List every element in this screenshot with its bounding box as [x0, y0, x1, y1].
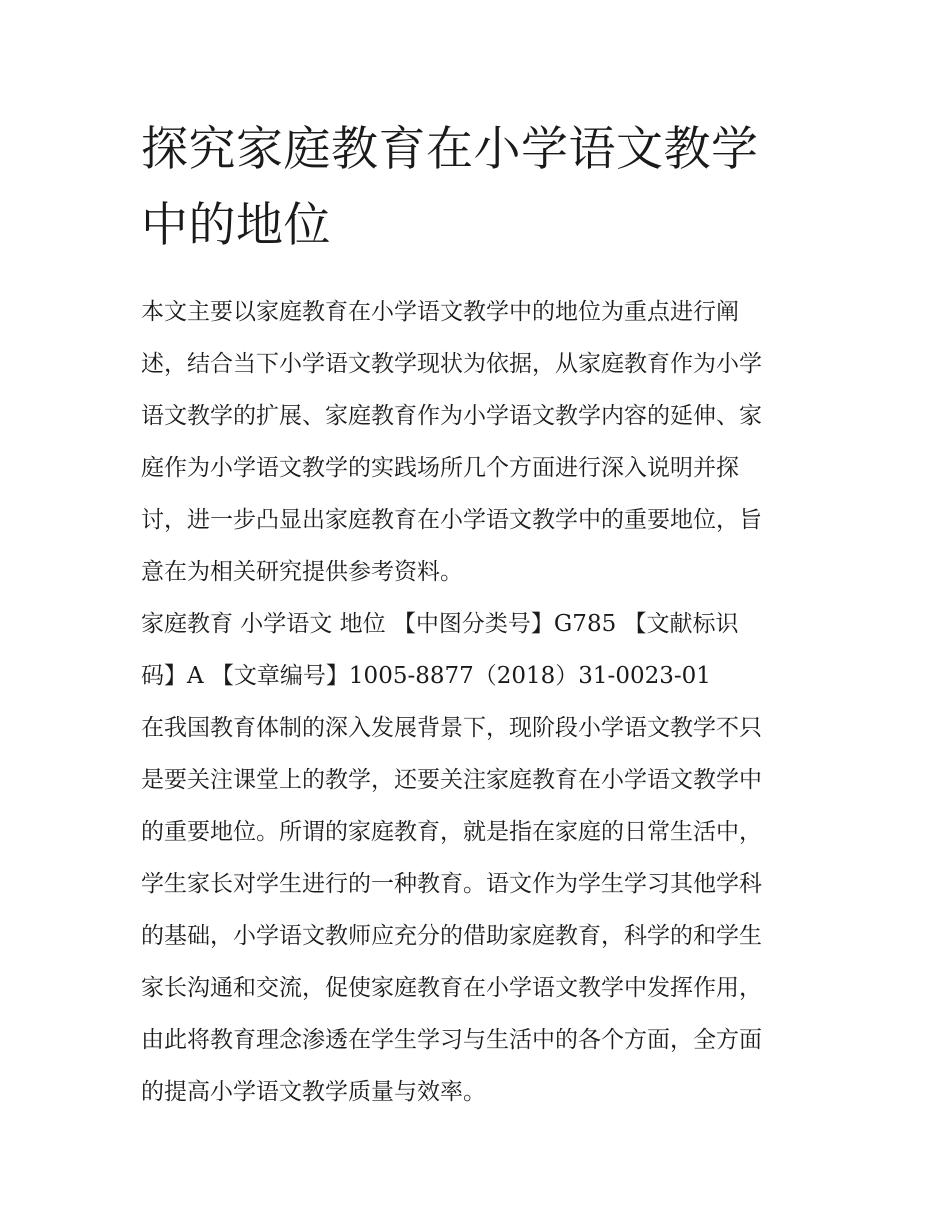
document-page [141, 112, 813, 1118]
keywords-classification: 家庭教育 小学语文 地位 【中图分类号】G785 【文献标识 码】A 【文章编号】1005-8877（2018）31-0023-01 [141, 611, 739, 689]
abstract-paragraph: 本文主要以家庭教育在小学语文教学中的地位为重点进行阐 述，结合当下小学语文教学现状为依据，从家庭教育作为小学 语文教学的扩展、家庭教育作为小学语文教学内容的延伸、家 庭作为小学语文教学的实践场所几个方面进行深入说明并探 讨，进一步凸显出家庭教育在小学语文教学中的重要地位，旨 意在为相关研究提供参考资料。 [141, 299, 762, 585]
body-paragraph: 在我国教育体制的深入发展背景下，现阶段小学语文教学不只 是要关注课堂上的教学，还要关注家庭教育在小学语文教学中 的重要地位。所谓的家庭教育，就是指在家庭的日常生活中， 学生家长对学生进行的一种教育。语文作为学生学习其他学科 的基础，小学语文教师应充分的借助家庭教育，科学的和学生 家长沟通和交流，促使家庭教育在小学语文教学中发挥作用， 由此将教育理念渗透在学生学习与生活中的各个方面，全方面 的提高小学语文教学质量与效率。 [141, 715, 762, 1105]
document-title: 探究家庭教育在小学语文教学 中的地位 [141, 122, 759, 253]
